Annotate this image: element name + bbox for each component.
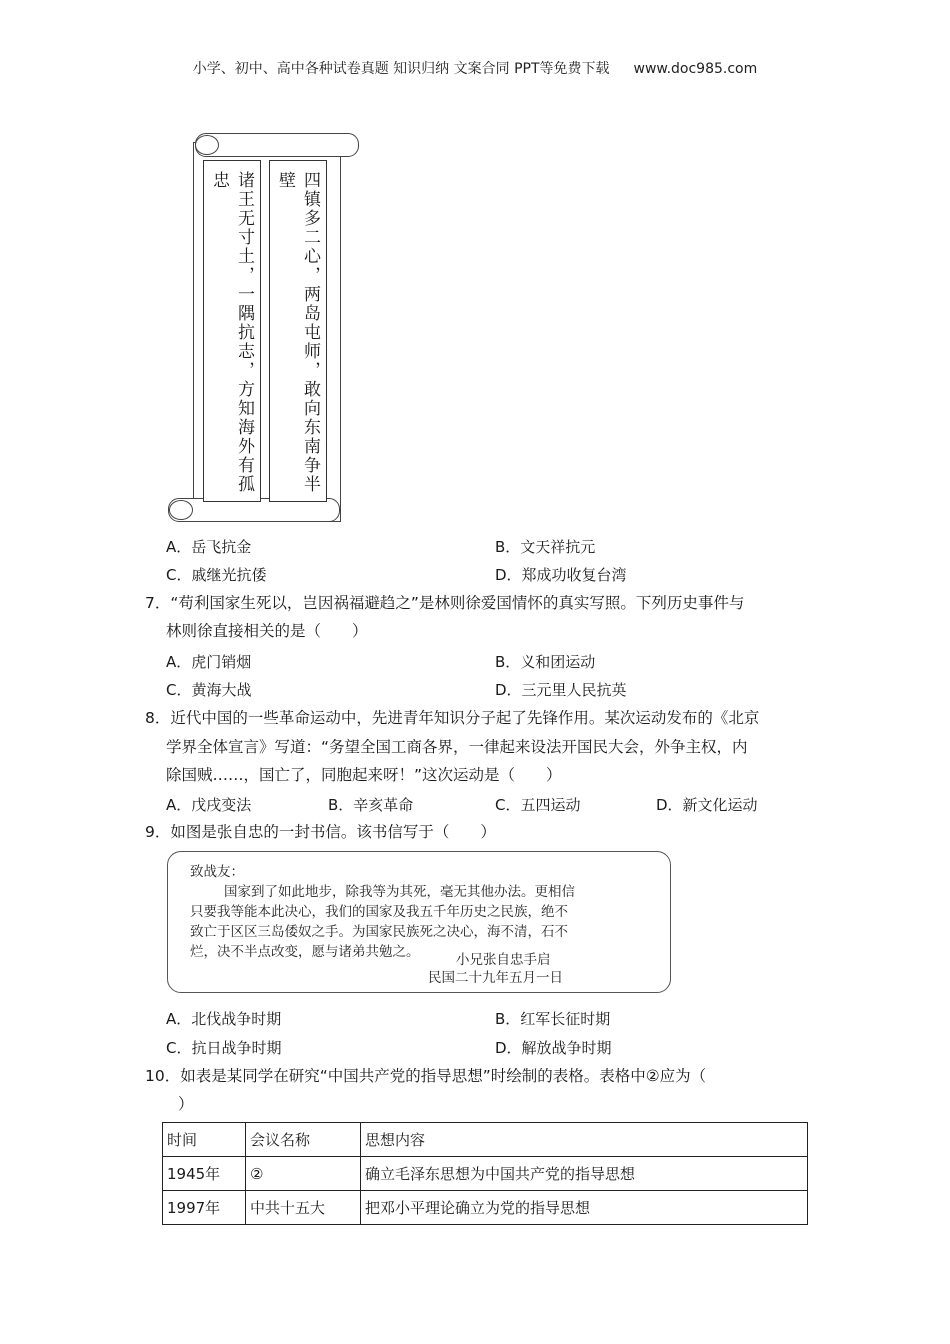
- table-header-cell: 思想内容: [361, 1123, 808, 1157]
- scroll-top-roller: [195, 133, 359, 157]
- couplet-right-text: 四镇多二心，两岛屯师，敢向东南争半壁: [275, 171, 320, 494]
- table-cell: 中共十五大: [246, 1191, 361, 1225]
- q7-stem-line2: 林则徐直接相关的是（ ）: [166, 622, 368, 640]
- q8-option-b[interactable]: B．辛亥革命: [328, 796, 414, 814]
- q6-option-b[interactable]: B．文天祥抗元: [495, 538, 596, 556]
- table-cell: 把邓小平理论确立为党的指导思想: [361, 1191, 808, 1225]
- table-cell: ②: [246, 1157, 361, 1191]
- letter-line-4: 烂，决不半点改变，愿与诸弟共勉之。: [190, 944, 420, 960]
- couplet-right-panel: [269, 160, 327, 502]
- q9-option-a[interactable]: A．北伐战争时期: [166, 1010, 282, 1028]
- q9-option-d[interactable]: D．解放战争时期: [495, 1039, 612, 1057]
- page-header: [0, 58, 950, 78]
- q9-option-b[interactable]: B．红军长征时期: [495, 1010, 611, 1028]
- couplet-scroll-image: [165, 130, 365, 525]
- letter-greeting: 致战友：: [190, 864, 244, 880]
- letter-signature: 小兄张自忠手启: [456, 952, 551, 968]
- couplet-left-panel: [203, 160, 261, 502]
- couplet-left-text: 诸王无寸土，一隅抗志，方知海外有孤忠: [209, 171, 254, 494]
- q9-option-c[interactable]: C．抗日战争时期: [166, 1039, 282, 1057]
- letter-line-1: 国家到了如此地步，除我等为其死，毫无其他办法。更相信: [224, 884, 575, 900]
- q8-stem-line1: 8．近代中国的一些革命运动中，先进青年知识分子起了先锋作用。某次运动发布的《北京: [145, 709, 760, 727]
- zhang-zizhong-letter-image: [167, 851, 671, 993]
- table-cell: 1945年: [163, 1157, 246, 1191]
- table-cell: 1997年: [163, 1191, 246, 1225]
- q6-option-a[interactable]: A．岳飞抗金: [166, 538, 252, 556]
- q8-stem-line2: 学界全体宣言》写道：“务望全国工商各界，一律起来设法开国民大会，外争主权，内: [166, 738, 748, 756]
- q8-option-d[interactable]: D．新文化运动: [656, 796, 758, 814]
- table-header-row: [163, 1123, 808, 1157]
- table-header-cell: 会议名称: [246, 1123, 361, 1157]
- q6-option-c[interactable]: C．戚继光抗倭: [166, 566, 267, 584]
- q9-stem: 9．如图是张自忠的一封书信。该书信写于（ ）: [145, 823, 496, 841]
- table-cell: 确立毛泽东思想为中国共产党的指导思想: [361, 1157, 808, 1191]
- q10-stem-line2: ）: [178, 1095, 194, 1113]
- scroll-top-curl: [195, 135, 219, 155]
- header-text: 小学、初中、高中各种试卷真题 知识归纳 文案合同 PPT等免费下载: [192, 61, 610, 77]
- table-header-cell: 时间: [163, 1123, 246, 1157]
- letter-date: 民国二十九年五月一日: [428, 970, 563, 986]
- guiding-thought-table: [162, 1122, 808, 1225]
- table-row: [163, 1191, 808, 1225]
- q8-option-a[interactable]: A．戊戌变法: [166, 796, 252, 814]
- scroll-bottom-curl: [169, 500, 193, 520]
- q10-stem-line1: 10．如表是某同学在研究“中国共产党的指导思想”时绘制的表格。表格中②应为（: [145, 1067, 707, 1085]
- q7-option-c[interactable]: C．黄海大战: [166, 681, 252, 699]
- table-row: [163, 1157, 808, 1191]
- q7-option-b[interactable]: B．义和团运动: [495, 653, 596, 671]
- q8-stem-line3: 除国贼……，国亡了，同胞起来呀！”这次运动是（ ）: [166, 766, 562, 784]
- q6-option-d[interactable]: D．郑成功收复台湾: [495, 566, 627, 584]
- header-url[interactable]: www.doc985.com: [633, 61, 758, 77]
- letter-line-2: 只要我等能本此决心，我们的国家及我五千年历史之民族，绝不: [190, 904, 568, 920]
- q7-option-a[interactable]: A．虎门销烟: [166, 653, 252, 671]
- q8-option-c[interactable]: C．五四运动: [495, 796, 581, 814]
- q7-stem-line1: 7．“苟利国家生死以，岂因祸福避趋之”是林则徐爱国情怀的真实写照。下列历史事件与: [145, 594, 745, 612]
- q7-option-d[interactable]: D．三元里人民抗英: [495, 681, 627, 699]
- letter-line-3: 致亡于区区三岛倭奴之手。为国家民族死之决心，海不清，石不: [190, 924, 568, 940]
